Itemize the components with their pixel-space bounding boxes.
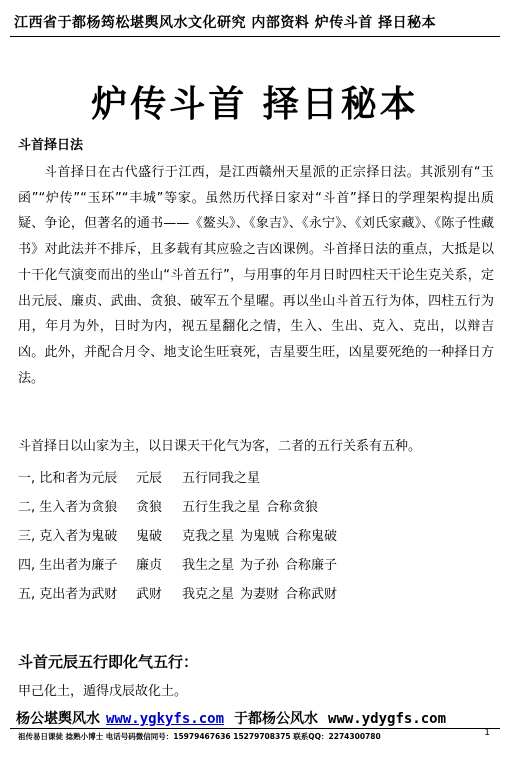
- list-item-desc: 五行生我之星: [182, 500, 261, 515]
- list-item: [18, 522, 494, 551]
- list-item-note: 为鬼贼: [240, 529, 280, 544]
- list-item-star: 廉贞: [136, 558, 163, 573]
- list-item-rule: 三, 克入者为鬼破: [18, 529, 118, 544]
- list-item-desc: 我生之星: [182, 558, 235, 573]
- intro-paragraph: [18, 160, 494, 391]
- list-item-note: 为妻财: [240, 587, 280, 602]
- footer-org-name-2: 于都杨公风水: [234, 711, 319, 727]
- list-item: [18, 464, 494, 493]
- list-item: [18, 580, 494, 609]
- header-divider: [10, 36, 500, 37]
- list-item-combined: 合称武财: [285, 587, 338, 602]
- list-item-desc: 克我之星: [182, 529, 235, 544]
- list-item-desc: 五行同我之星: [182, 471, 261, 486]
- footer-contact: 祖传易日课徒 捻熟小博士 电话号码微信同号：15979467636 15279708375 联系QQ：2274300780: [18, 732, 381, 741]
- footer-org-name: 杨公堪舆风水: [16, 711, 100, 727]
- running-header: 江西省于都杨筠松堪舆风水文化研究 内部资料 炉传斗首 择日秘本: [14, 15, 437, 31]
- list-item-star: 元辰: [136, 471, 163, 486]
- list-item-combined: 合称廉子: [285, 558, 338, 573]
- list-item-combined: 合称鬼破: [285, 529, 338, 544]
- footer-divider: [10, 728, 500, 729]
- section-heading-yuanchen: 斗首元辰五行即化气五行：: [18, 653, 199, 671]
- list-item-star: 贪狼: [136, 500, 163, 515]
- relations-list: [18, 464, 494, 609]
- footer-link-ygkyfs[interactable]: www.ygkyfs.com: [106, 711, 225, 727]
- list-item-note: 为子孙: [240, 558, 280, 573]
- page-number: 1: [484, 728, 490, 738]
- document-title: 炉传斗首 择日秘本: [91, 83, 419, 125]
- section-heading-doushou: 斗首择日法: [18, 138, 84, 153]
- paragraph-text: 斗首择日在古代盛行于江西，是江西赣州天星派的正宗择日法。其派别有“玉函”“炉传”“玉环”“丰城”等家。虽然历代择日家对“斗首”择日的学理架构提出质疑、争论，但著名的通书——《鳌头》、《象吉》、《永宁》、《刘氏家藏》、《陈子性藏书》对此法并不排斥，且多载有其应验之吉凶课例。斗首择日法的重点，大抵是以十干化气演变而出的坐山“斗首五行”，与用事的年月日时四柱天干论生克关系，定出元辰、廉贞、武曲、贪狼、破军五个星曜。再以坐山斗首五行为体，四柱五行为用，年月为外，日时为内，视五星翻化之情，生入、生出、克入、克出，以辩吉凶。此外，并配合月令、地支论生旺衰死，吉星要生旺，凶星要死绝的一种择日方法。: [18, 165, 494, 386]
- list-item: [18, 551, 494, 580]
- list-item-star: 鬼破: [136, 529, 163, 544]
- list-item: [18, 493, 494, 522]
- list-item-rule: 二, 生入者为贪狼: [18, 500, 118, 515]
- list-item-star: 武财: [136, 587, 163, 602]
- footer-site-ydygfs: www.ydygfs.com: [328, 711, 447, 727]
- transformation-line: 甲己化土，遁得戊辰故化土。: [18, 684, 188, 699]
- list-item-rule: 一, 比和者为元辰: [18, 471, 118, 486]
- relations-intro-line: 斗首择日以山家为主，以日课天干化气为客，二者的五行关系有五种。: [18, 439, 422, 454]
- list-item-rule: 四, 生出者为廉子: [18, 558, 118, 573]
- list-item-note: 合称贪狼: [266, 500, 319, 515]
- footer-sites: [16, 708, 496, 728]
- list-item-desc: 我克之星: [182, 587, 235, 602]
- list-item-rule: 五, 克出者为武财: [18, 587, 118, 602]
